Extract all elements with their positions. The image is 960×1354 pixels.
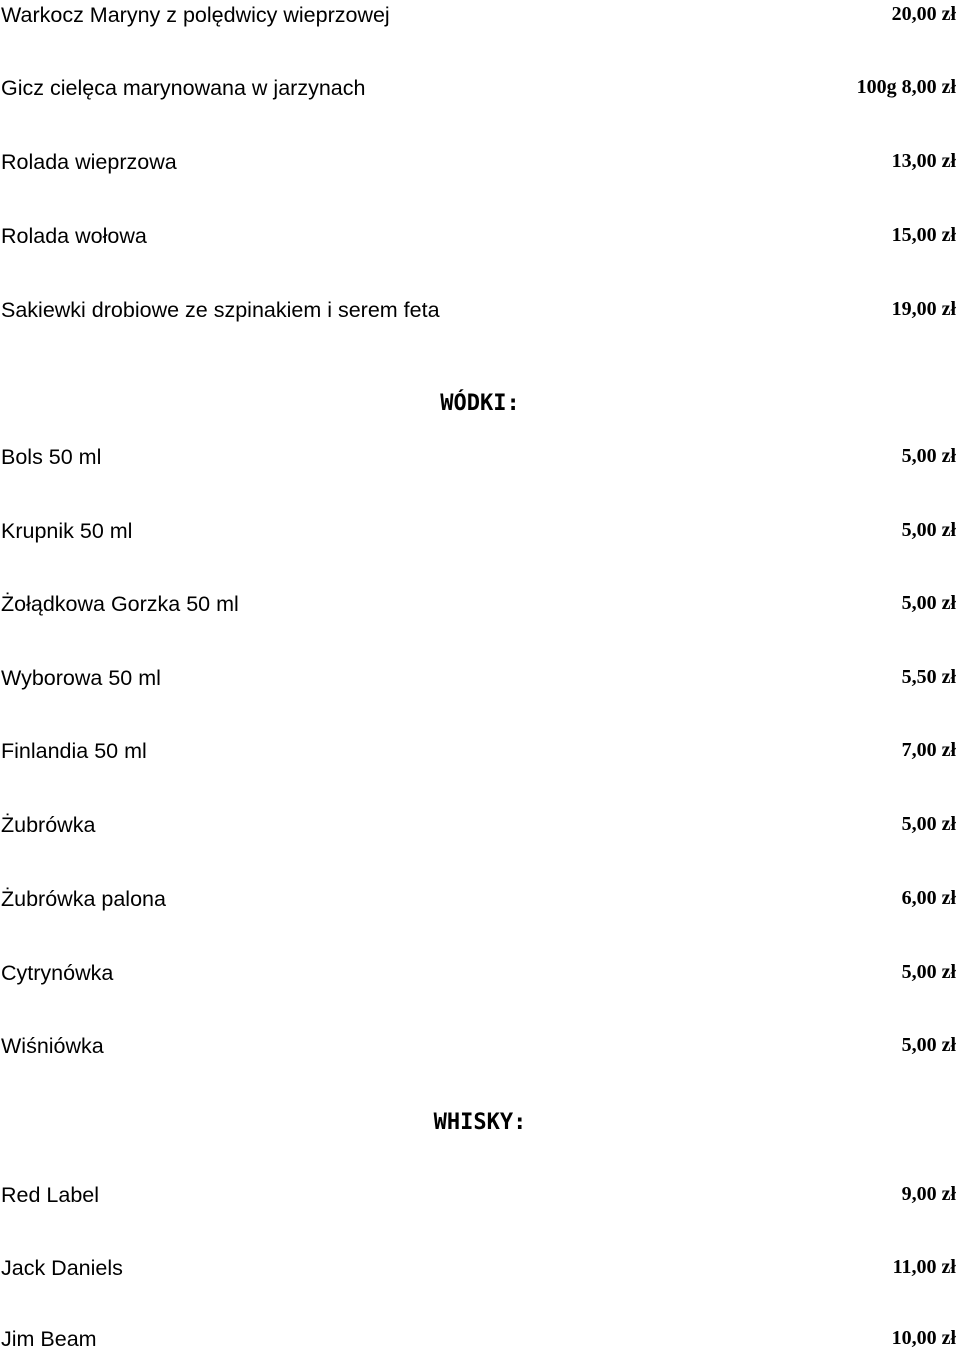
menu-item-row — [0, 442, 958, 472]
menu-item-row — [0, 295, 958, 325]
item-name: Żołądkowa Gorzka 50 ml — [1, 592, 239, 616]
menu-item-row — [0, 958, 958, 988]
item-name: Bols 50 ml — [1, 445, 102, 469]
section-title-vodka: WÓDKI: — [440, 391, 520, 416]
item-name: Rolada wołowa — [1, 224, 147, 248]
menu-item-row — [0, 663, 958, 693]
item-name: Jim Beam — [1, 1327, 97, 1351]
item-name: Red Label — [1, 1183, 100, 1207]
item-price: 20,00 zł — [891, 3, 956, 25]
item-name: Cytrynówka — [1, 961, 114, 985]
item-name: Wyborowa 50 ml — [1, 666, 161, 690]
item-price: 7,00 zł — [901, 739, 956, 761]
menu-item-row — [0, 1324, 958, 1354]
item-name: Żubrówka — [1, 813, 96, 837]
item-price: 5,00 zł — [901, 592, 956, 614]
menu-item-row — [0, 516, 958, 546]
item-price: 5,00 zł — [901, 519, 956, 541]
item-name: Rolada wieprzowa — [1, 150, 177, 174]
item-name: Gicz cielęca marynowana w jarzynach — [1, 76, 366, 100]
item-price: 19,00 zł — [891, 298, 956, 320]
item-price: 5,00 zł — [901, 813, 956, 835]
item-price: 15,00 zł — [891, 224, 956, 246]
item-name: Krupnik 50 ml — [1, 519, 133, 543]
item-name: Jack Daniels — [1, 1256, 123, 1280]
menu-item-row — [0, 73, 958, 103]
item-name: Finlandia 50 ml — [1, 739, 147, 763]
item-price: 5,00 zł — [901, 1034, 956, 1056]
item-price: 6,00 zł — [901, 887, 956, 909]
item-price: 10,00 zł — [891, 1327, 956, 1349]
item-price: 5,50 zł — [901, 666, 956, 688]
menu-item-row — [0, 221, 958, 251]
item-name: Wiśniówka — [1, 1034, 104, 1058]
menu-item-row — [0, 736, 958, 766]
item-price: 100g 8,00 zł — [856, 76, 956, 98]
menu-item-row — [0, 810, 958, 840]
item-price: 9,00 zł — [901, 1183, 956, 1205]
item-price: 13,00 zł — [891, 150, 956, 172]
menu-item-row — [0, 1253, 958, 1283]
item-name: Sakiewki drobiowe ze szpinakiem i serem feta — [1, 298, 440, 322]
item-name: Warkocz Maryny z polędwicy wieprzowej — [1, 3, 390, 27]
item-name: Żubrówka palona — [1, 887, 166, 911]
menu-item-row — [0, 589, 958, 619]
item-price: 5,00 zł — [901, 961, 956, 983]
menu-item-row — [0, 1180, 958, 1210]
menu-item-row — [0, 0, 958, 30]
menu-item-row — [0, 147, 958, 177]
item-price: 11,00 zł — [892, 1256, 956, 1278]
section-title-whisky: WHISKY: — [433, 1110, 527, 1135]
menu-item-row — [0, 1031, 958, 1061]
item-price: 5,00 zł — [901, 445, 956, 467]
menu-item-row — [0, 884, 958, 914]
